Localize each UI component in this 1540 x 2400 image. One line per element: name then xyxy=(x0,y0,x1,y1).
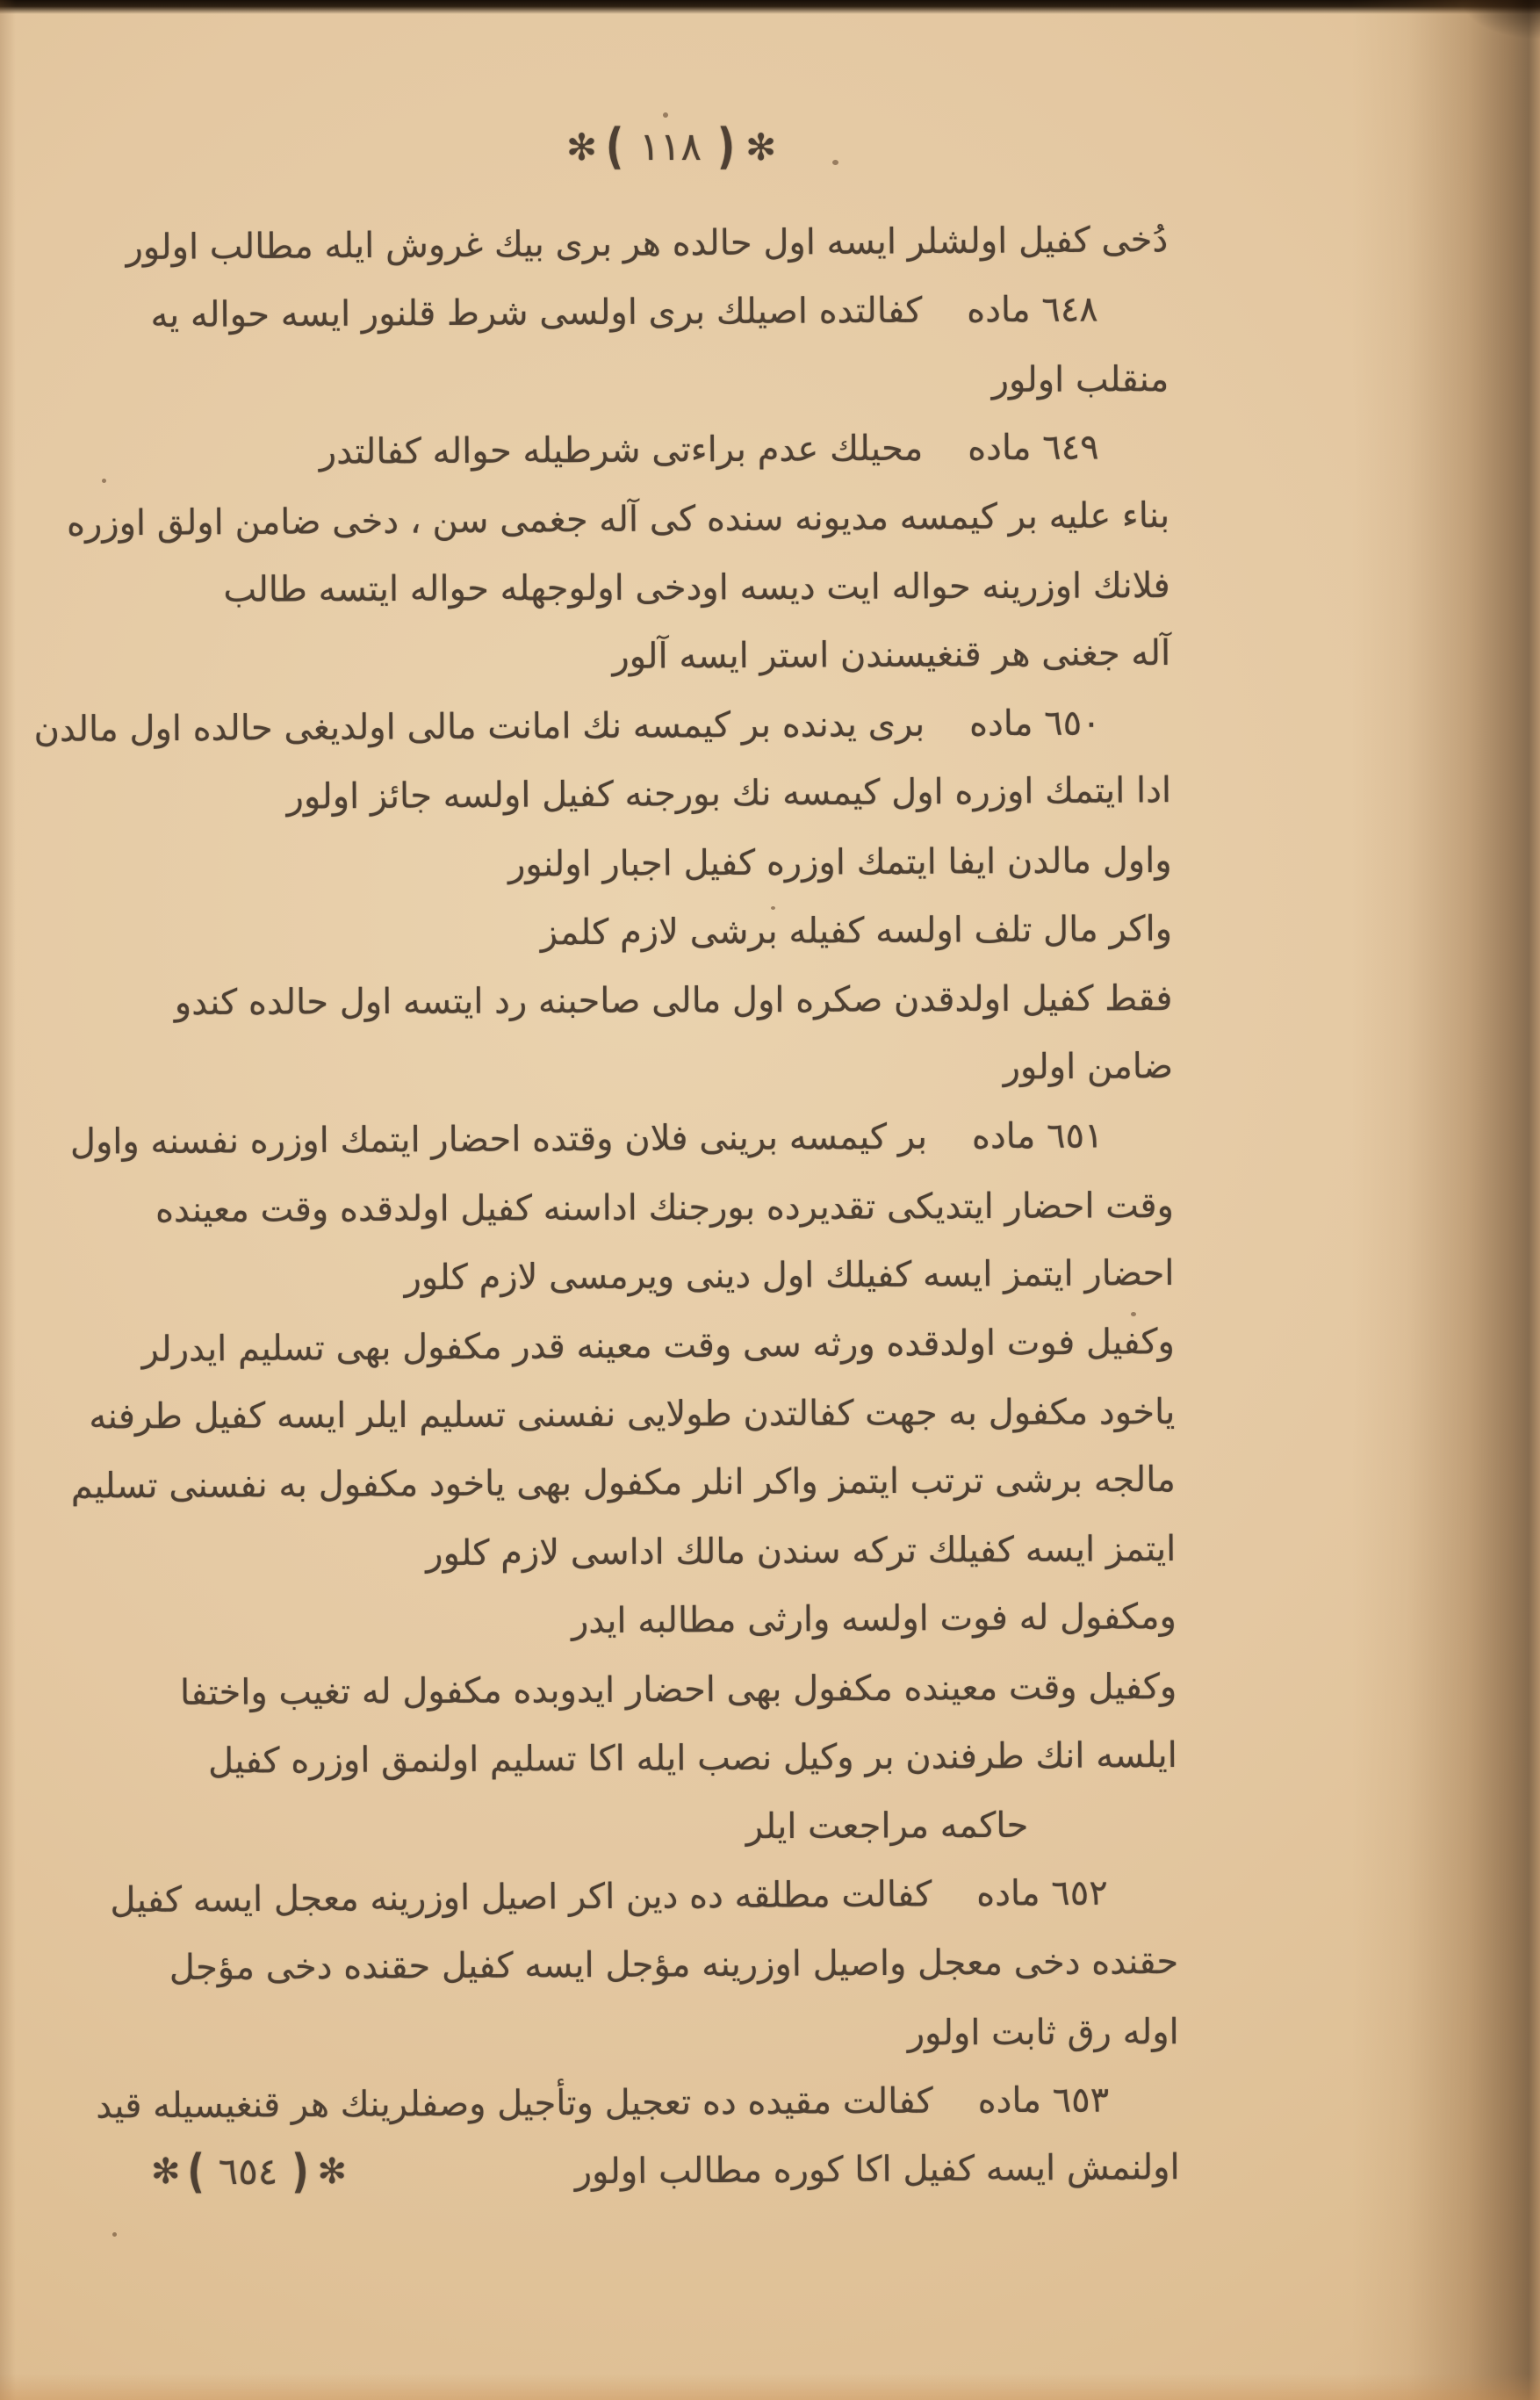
text-line: منقلب اولور xyxy=(991,358,1169,400)
text-line: فلانك اوزرينه حواله ايت ديسه اودخى اولوجهله حواله ايتسه طالب xyxy=(223,566,1170,610)
text-line: وكفيل فوت اولدقده ورثه سى وقت معينه قدر مكفول بهى تسليم ايدرلر xyxy=(141,1321,1176,1370)
article-line-653: ٦٥٣ ماده كفالت مقيده ده تعجيل وتأجيل وصفلرينك هر قنغيسيله قيد xyxy=(96,2079,1110,2127)
floral-ornament-icon: ✻ xyxy=(566,126,596,169)
article-line-648: ٦٤٨ ماده كفالتده اصيلك برى اولسى شرط قلنور ايسه حواله يه xyxy=(150,289,1098,336)
text-line: وكفيل وقت معينده مكفول بهى احضار ايدوبده مكفول له تغيب واختفا xyxy=(179,1666,1177,1713)
ornate-paren-open-icon: ( xyxy=(606,119,624,176)
article-line-650: ٦٥٠ ماده برى يدنده بر كيمسه نك امانت مالى اولديغى حالده اول مالدن xyxy=(33,703,1101,750)
ink-speck xyxy=(832,160,838,165)
floral-ornament-icon: ✻ xyxy=(317,2151,345,2192)
text-line: ومكفول له فوت اولسه وارثى مطالبه ايدر xyxy=(571,1596,1177,1642)
article-line-649: ٦٤٩ ماده محيلك عدم براءتى شرطيله حواله كفالتدر xyxy=(319,427,1099,473)
catchword-number: ٦٥٤ xyxy=(218,2150,278,2193)
page-bottom-edge-shadow xyxy=(0,2374,1540,2400)
page-number: ١١٨ xyxy=(639,125,702,169)
text-line: ادا ايتمك اوزره اول كيمسه نك بورجنه كفيل اولسه جائز اولور xyxy=(286,770,1172,818)
top-right-corner-shadow xyxy=(1400,0,1540,56)
ink-speck xyxy=(112,2232,117,2237)
text-line: حاكمه مراجعت ايلر xyxy=(745,1805,1029,1848)
text-line: احضار ايتمز ايسه كفيلك اول دينى ويرمسى لازم كلور xyxy=(404,1253,1175,1299)
floral-ornament-icon: ✻ xyxy=(151,2151,179,2192)
text-line: فقط كفيل اولدقدن صكره اول مالى صاحبنه رد ايتسه اول حالده كندو xyxy=(174,978,1173,1024)
ornate-paren-open-icon: ( xyxy=(187,2144,205,2199)
text-line: ايتمز ايسه كفيلك تركه سندن مالك اداسى لازم كلور xyxy=(426,1528,1177,1574)
page-top-edge-shadow xyxy=(0,0,1540,14)
body-text-column xyxy=(33,206,1180,2209)
text-line: وقت احضار ايتديكى تقديرده بورجنك اداسنه كفيل اولدقده وقت معينده xyxy=(155,1185,1175,1230)
text-line: حقنده دخى معجل واصيل اوزرينه مؤجل ايسه كفيل حقنده دخى مؤجل xyxy=(169,1942,1179,1989)
page-header xyxy=(566,119,775,176)
text-line: اوله رق ثابت اولور xyxy=(907,2011,1179,2053)
text-line: اولنمش ايسه كفيل اكا كوره مطالب اولور xyxy=(574,2147,1180,2193)
text-line: مالجه برشى ترتب ايتمز واكر انلر مكفول بهى ياخود مكفول به نفسنى تسليم xyxy=(70,1459,1176,1507)
text-line: آله جغنى هر قنغيسندن استر ايسه آلور xyxy=(612,633,1171,678)
ornate-paren-close-icon: ) xyxy=(291,2144,309,2199)
book-binding-edge xyxy=(1351,0,1540,2400)
floral-ornament-icon: ✻ xyxy=(745,126,775,169)
text-line: واول مالدن ايفا ايتمك اوزره كفيل اجبار اولنور xyxy=(507,840,1172,885)
text-line: ايلسه انك طرفندن بر وكيل نصب ايله اكا تسليم اولنمق اوزره كفيل xyxy=(207,1734,1177,1782)
page-footer-catchword xyxy=(151,2144,345,2199)
text-line: ضامن اولور xyxy=(1003,1045,1174,1088)
text-line: بناء عليه بر كيمسه مديونه سنده كى آله جغمى سن ، دخى ضامن اولق اوزره xyxy=(66,494,1170,544)
ornate-paren-close-icon: ) xyxy=(717,119,736,176)
ink-speck xyxy=(663,112,668,118)
text-line: ياخود مكفول به جهت كفالتدن طولايى نفسنى تسليم ايلر ايسه كفيل طرفنه xyxy=(89,1391,1176,1438)
article-line-652: ٦٥٢ ماده كفالت مطلقه ده دين اكر اصيل اوزرينه معجل ايسه كفيل xyxy=(110,1872,1108,1921)
text-line: دُخى كفيل اولشلر ايسه اول حالده هر برى بيك غروش ايله مطالب اولور xyxy=(126,220,1169,269)
text-line: واكر مال تلف اولسه كفيله برشى لازم كلمز xyxy=(540,909,1173,954)
page-left-edge-shadow xyxy=(0,0,16,2400)
article-line-651: ٦٥١ ماده بر كيمسه برينى فلان وقتده احضار ايتمك اوزره نفسنه واول xyxy=(69,1115,1104,1163)
